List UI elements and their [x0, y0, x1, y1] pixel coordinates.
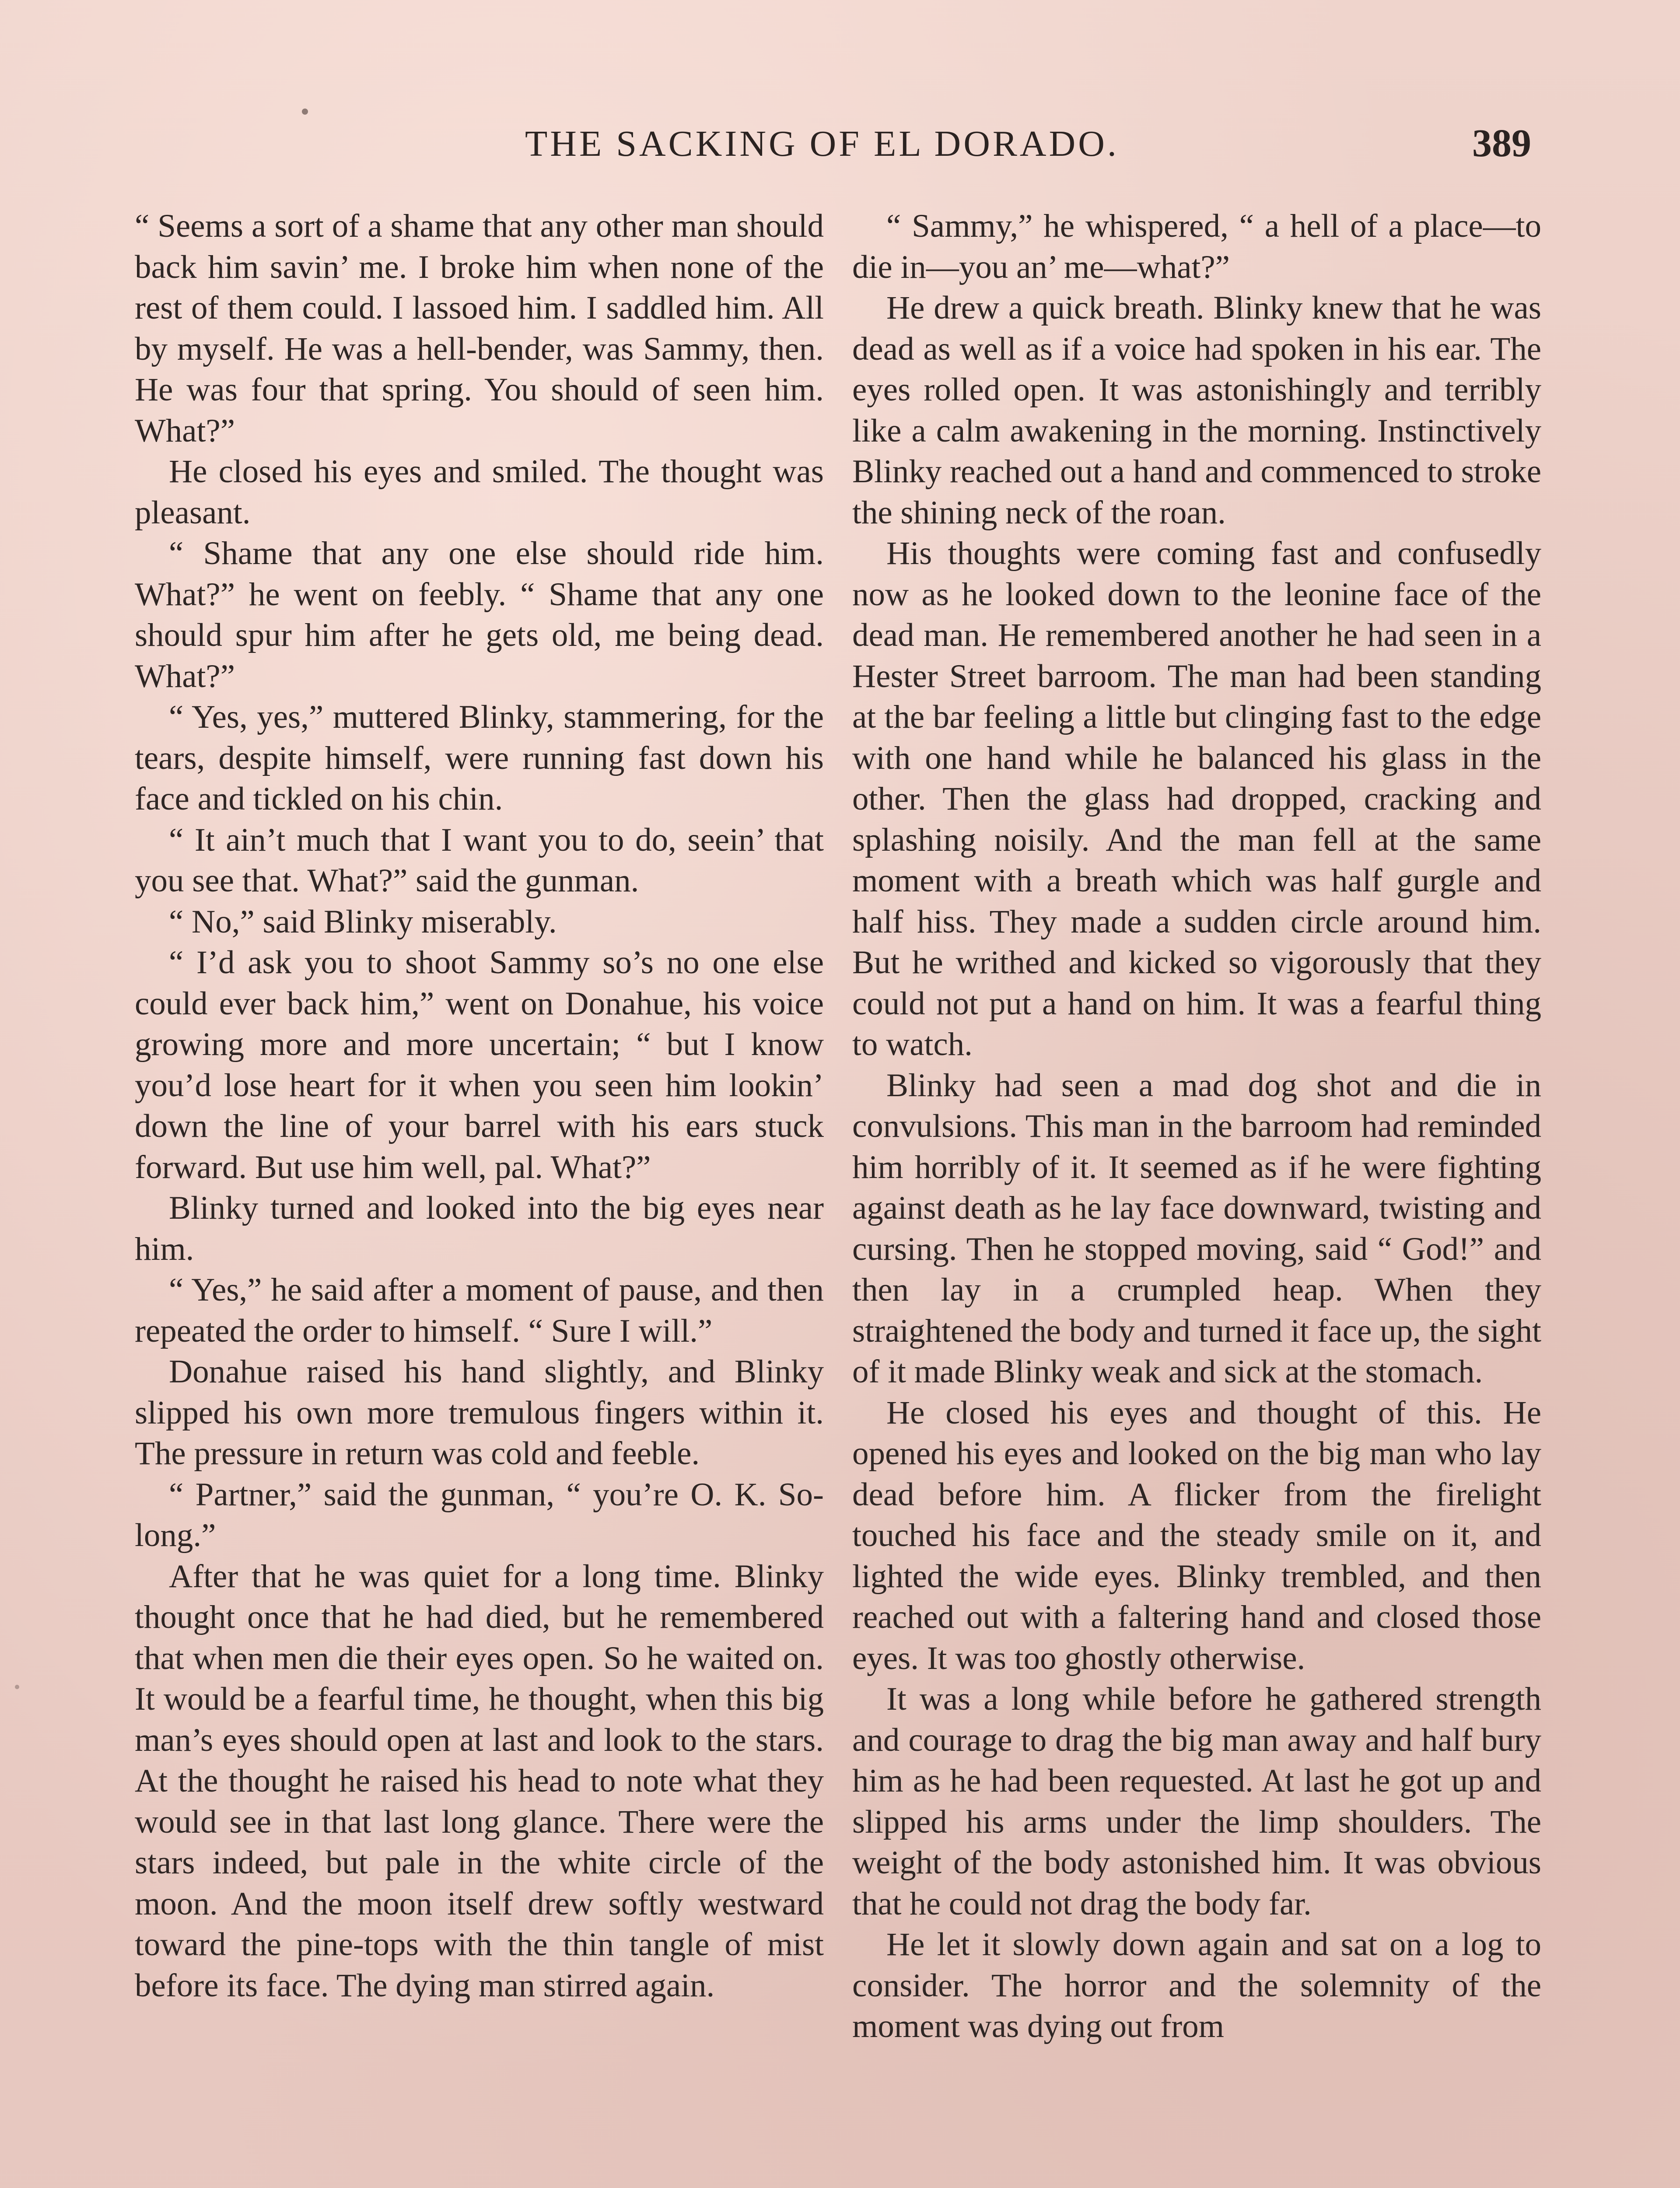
- paragraph: “ Yes, yes,” muttered Blinky, stammering, for the tears, despite himself, were running fast down his face and tickled on his chin.: [135, 699, 824, 817]
- paragraph: “ It ain’t much that I want you to do, seein’ that you see that. What?” said the gunman.: [135, 821, 824, 899]
- paragraph: “ Yes,” he said after a moment of pause, and then repeated the order to himself. “ Sure I will.”: [135, 1272, 824, 1349]
- paragraph: He closed his eyes and thought of this. He opened his eyes and looked on the big man who lay dead before him. A flicker from the firelight touched his face and the steady smile on it, and lighted the wide eyes. Blinky trembled, and then reached out with a faltering hand and closed those eyes. It was too ghostly otherwise.: [852, 1394, 1541, 1676]
- paragraph: Donahue raised his hand slightly, and Blinky slipped his own more tremulous fingers within it. The pressure in return was cold and feeble.: [135, 1353, 824, 1472]
- paragraph: He let it slowly down again and sat on a log to consider. The horror and the solemnity of the moment was dying out from: [852, 1926, 1541, 2044]
- ink-speck: [15, 1685, 19, 1689]
- paragraph: He closed his eyes and smiled. The thought was pleasant.: [135, 453, 824, 531]
- left-text-column: [135, 206, 824, 2006]
- paragraph: “ Sammy,” he whispered, “ a hell of a place—to die in—you an’ me—what?”: [852, 208, 1541, 285]
- paragraph: After that he was quiet for a long time. Blinky thought once that he had died, but he remembered that when men die their eyes open. So he waited on. It would be a fearful time, he thought, when this big man’s eyes should open at last and look to the stars. At the thought he raised his head to note what they would see in that last long glance. There were the stars indeed, but pale in the white circle of the moon. And the moon itself drew softly westward toward the pine-tops with the thin tangle of mist before its face. The dying man stirred again.: [135, 1558, 824, 2004]
- paragraph: “ Seems a sort of a shame that any other man should back him savin’ me. I broke him when none of the rest of them could. I lassoed him. I saddled him. All by myself. He was a hell-bender, was Sammy, then. He was four that spring. You should of seen him. What?”: [135, 208, 824, 449]
- paragraph: “ Partner,” said the gunman, “ you’re O. K. So-long.”: [135, 1476, 824, 1553]
- page-number: 389: [1472, 122, 1531, 165]
- paragraph: “ Shame that any one else should ride him. What?” he went on feebly. “ Shame that any one should spur him after he gets old, me being dead. What?”: [135, 535, 824, 694]
- ink-speck: [302, 109, 308, 115]
- right-text-column: [852, 206, 1541, 2047]
- paragraph: Blinky turned and looked into the big eyes near him.: [135, 1190, 824, 1267]
- running-head-title: THE SACKING OF EL DORADO.: [525, 123, 1119, 164]
- paragraph: It was a long while before he gathered strength and courage to drag the big man away and half bury him as he had been requested. At last he got up and slipped his arms under the limp shoulders. The weight of the body astonished him. It was obvious that he could not drag the body far.: [852, 1681, 1541, 1922]
- paragraph: “ I’d ask you to shoot Sammy so’s no one else could ever back him,” went on Donahue, his voice growing more and more uncertain; “ but I know you’d lose heart for it when you seen him lookin’ down the line of your barrel with his ears stuck forward. But use him well, pal. What?”: [135, 944, 824, 1185]
- paragraph: He drew a quick breath. Blinky knew that he was dead as well as if a voice had spoken in his ear. The eyes rolled open. It was astonishingly and terribly like a calm awakening in the morning. Instinctively Blinky reached out a hand and commenced to stroke the shining neck of the roan.: [852, 290, 1541, 531]
- paragraph: Blinky had seen a mad dog shot and die in convulsions. This man in the barroom had reminded him horribly of it. It seemed as if he were fighting against death as he lay face downward, twisting and cursing. Then he stopped moving, said “ God!” and then lay in a crumpled heap. When they straightened the body and turned it face up, the sight of it made Blinky weak and sick at the stomach.: [852, 1067, 1541, 1390]
- paragraph: “ No,” said Blinky miserably.: [169, 903, 557, 940]
- paragraph: His thoughts were coming fast and confusedly now as he looked down to the leonine face of the dead man. He remembered another he had seen in a Hester Street barroom. The man had been standing at the bar feeling a little but clinging fast to the edge with one hand while he balanced his glass in the other. Then the glass had dropped, cracking and splashing noisily. And the man fell at the same moment with a breath which was half gurgle and half hiss. They made a sudden circle around him. But he writhed and kicked so vigorously that they could not put a hand on him. It was a fearful thing to watch.: [852, 535, 1541, 1062]
